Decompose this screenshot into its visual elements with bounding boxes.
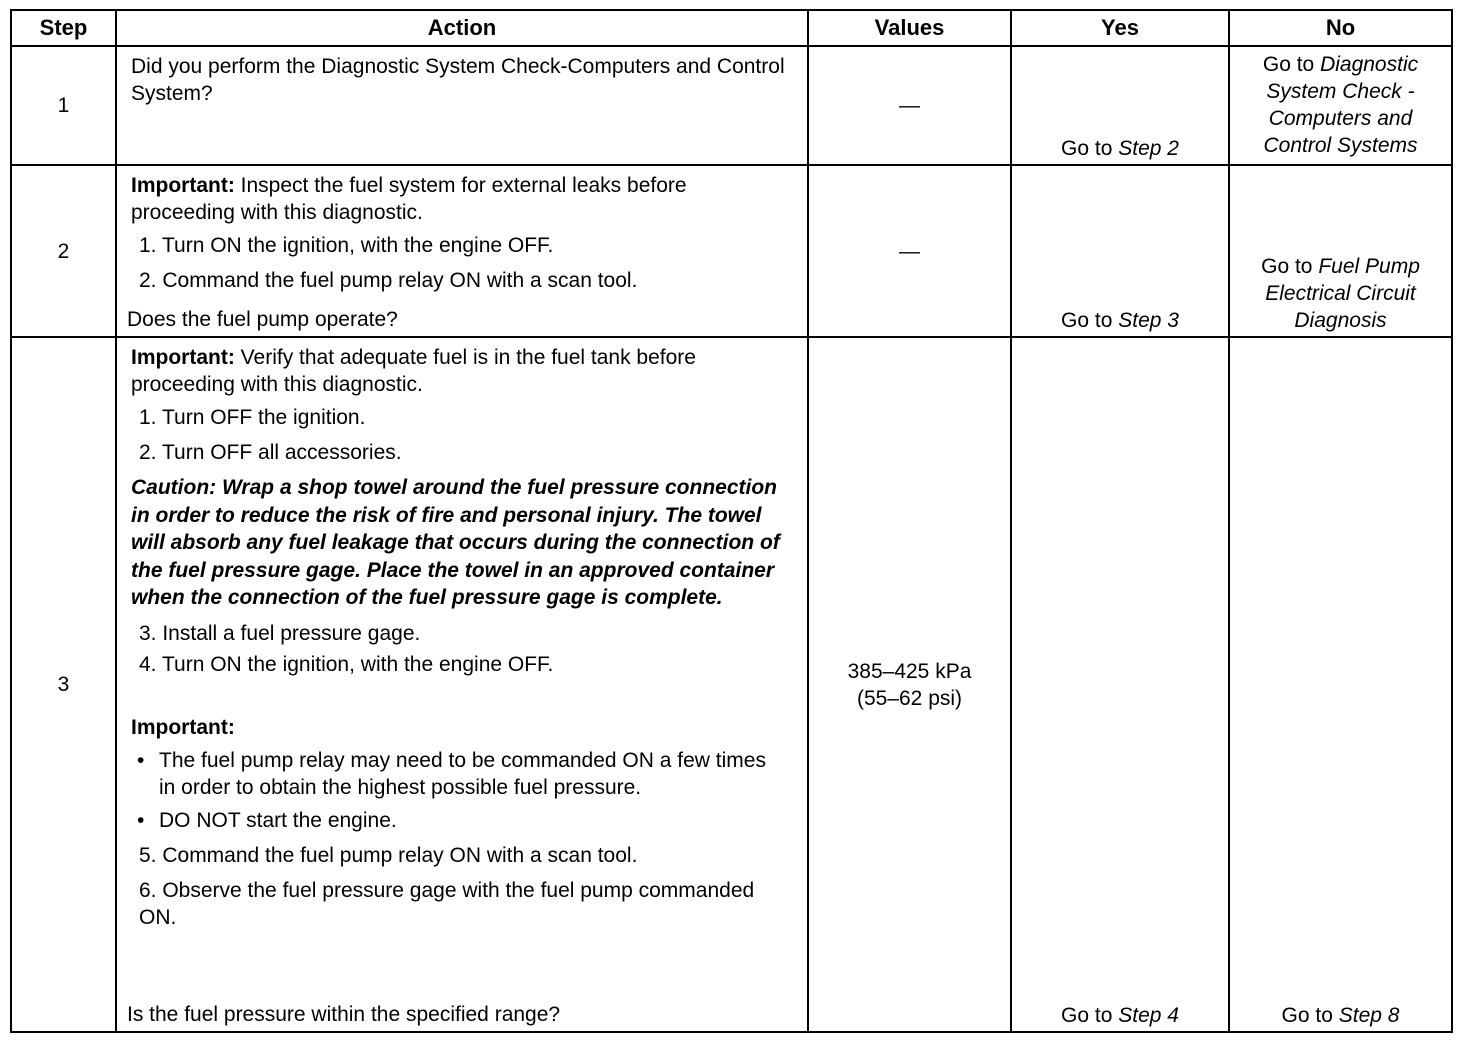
step-number: 1: [11, 46, 116, 165]
important-label: Important:: [131, 715, 235, 739]
yes-link[interactable]: Step 2: [1118, 137, 1179, 160]
action-step: 3. Install a fuel pressure gage.: [139, 621, 421, 645]
action-step: 1. Turn OFF the ignition.: [139, 406, 366, 429]
action-step: 1. Turn ON the ignition, with the engine OFF.: [139, 234, 554, 257]
no-link[interactable]: Step 8: [1338, 1004, 1400, 1027]
no-link[interactable]: Fuel Pump Electrical Circuit Diagnosis: [1265, 255, 1420, 332]
value-line: (55–62 psi): [856, 686, 963, 710]
action-cell: [116, 337, 808, 1032]
important-note: Important: Inspect the fuel system for external leaks before proceeding with this diagnostic.: [131, 174, 687, 224]
header-values: Values: [808, 10, 1011, 46]
yes-cell: [1011, 46, 1229, 165]
header-step: Step: [11, 10, 116, 46]
action-question: Did you perform the Diagnostic System Check-Computers and Control System?: [131, 55, 785, 105]
action-step: 2. Turn OFF all accessories.: [139, 441, 402, 464]
step-number: 2: [11, 165, 116, 337]
action-cell: [116, 165, 808, 337]
header-yes: Yes: [1011, 10, 1229, 46]
action-question: Is the fuel pressure within the specified range?: [127, 1003, 561, 1026]
bullet-item: • The fuel pump relay may need to be commanded ON a few times in order to obtain the highest possible fuel pressure.: [137, 748, 766, 799]
no-result: Go to Step 8: [1281, 1004, 1400, 1027]
table-row: [11, 165, 1452, 337]
value-cell: —: [808, 46, 1011, 165]
no-cell: [1229, 165, 1452, 337]
bullet-item: • DO NOT start the engine.: [137, 808, 397, 832]
no-result: Go to Diagnostic System Check - Computers and Control Systems: [1262, 53, 1419, 157]
header-row: [11, 10, 1452, 46]
yes-cell: [1011, 337, 1229, 1032]
yes-cell: [1011, 165, 1229, 337]
no-cell: [1229, 46, 1452, 165]
no-result: Go to Fuel Pump Electrical Circuit Diagnosis: [1261, 255, 1420, 332]
yes-result: Go to Step 3: [1061, 309, 1179, 332]
action-cell: [116, 46, 808, 165]
no-link[interactable]: Diagnostic System Check - Computers and Control Systems: [1263, 53, 1419, 157]
important-note: Important: Verify that adequate fuel is in the fuel tank before proceeding with this diagnostic.: [131, 346, 696, 396]
diagnostic-table: [10, 9, 1453, 1033]
action-step: 4. Turn ON the ignition, with the engine OFF.: [139, 652, 554, 676]
action-step: 6. Observe the fuel pressure gage with the fuel pump commanded ON.: [139, 878, 755, 929]
no-cell: [1229, 337, 1452, 1032]
value-cell: —: [808, 165, 1011, 337]
action-step: 2. Command the fuel pump relay ON with a scan tool.: [139, 269, 638, 292]
action-step: 5. Command the fuel pump relay ON with a scan tool.: [139, 843, 638, 867]
caution-note: Caution: Wrap a shop towel around the fuel pressure connection in order to reduce the risk of fire and personal injury. The towel will absorb any fuel leakage that occurs during the connection of the fuel pressure gage. Place the towel in an approved container when the connection of the fuel pressure gage is complete.: [131, 476, 780, 609]
yes-link[interactable]: Step 3: [1118, 309, 1179, 332]
yes-link[interactable]: Step 4: [1118, 1004, 1179, 1027]
table-row: [11, 46, 1452, 165]
yes-result: Go to Step 2: [1061, 137, 1179, 160]
bullet-icon: •: [137, 808, 145, 832]
table-row: [11, 337, 1452, 1032]
step-number: 3: [11, 337, 116, 1032]
yes-result: Go to Step 4: [1061, 1004, 1179, 1027]
header-no: No: [1229, 10, 1452, 46]
header-action: Action: [116, 10, 808, 46]
action-question: Does the fuel pump operate?: [127, 308, 398, 331]
value-line: 385–425 kPa: [847, 659, 972, 683]
bullet-icon: •: [137, 748, 145, 772]
value-cell: [808, 337, 1011, 1032]
